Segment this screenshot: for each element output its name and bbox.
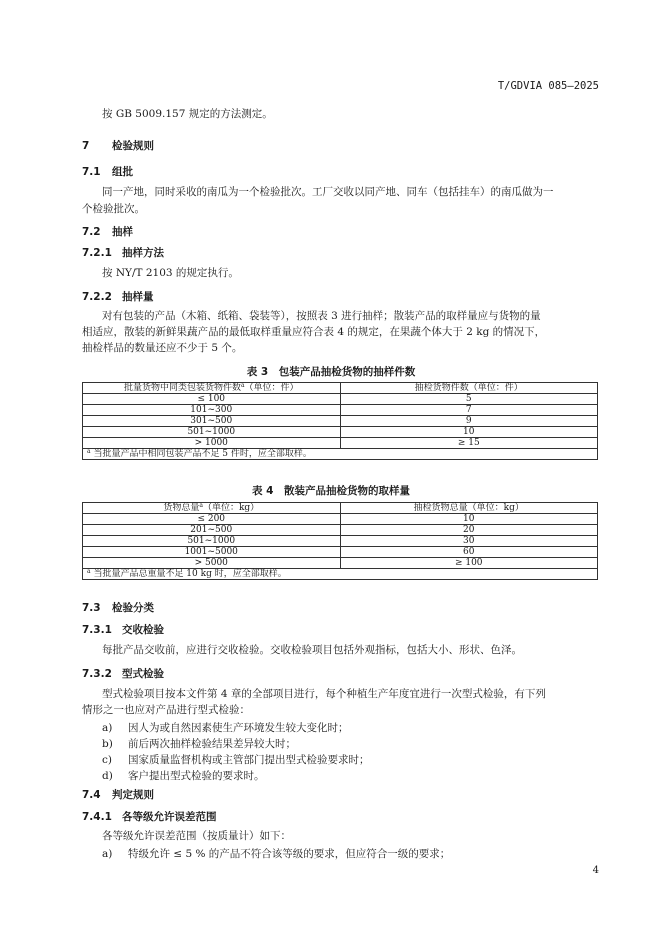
table-cell: 30 (340, 536, 598, 547)
note-text: 当批量产品中相同包装产品不足 5 件时，应全部取样。 (90, 449, 312, 459)
section-number: 7.4 (82, 789, 101, 801)
intro-line: 按 GB 5009.157 规定的方法测定。 (102, 108, 273, 120)
table-row (83, 416, 598, 427)
footnote-mark: a (240, 382, 245, 389)
paragraph-line: 各等级允许误差范围（按质量计）如下： (102, 830, 291, 842)
table-header-cell: 抽检货物件数（单位：件） (340, 383, 598, 394)
list-marker: a) (102, 848, 113, 860)
table-header-cell (83, 383, 341, 394)
section-7-3-heading (82, 600, 154, 615)
table-cell: 1001~5000 (83, 547, 341, 558)
section-title: 型式检验 (122, 668, 164, 680)
standard-id: T/GDVIA 085—2025 (497, 80, 599, 92)
list-item (102, 752, 370, 767)
section-title: 交收检验 (122, 624, 164, 636)
paragraph-line: 相适应，散装的新鲜果蔬产品的最低取样重量应符合表 4 的规定，在果蔬个体大于 2 kg 的情况下， (82, 326, 546, 338)
table-row (83, 525, 598, 536)
section-7-1-heading (82, 164, 133, 179)
section-7-4-1-heading (82, 809, 217, 824)
list-marker: d) (102, 770, 113, 782)
section-number: 7 (82, 140, 90, 152)
paragraph-line: 按 NY/T 2103 的规定执行。 (102, 267, 239, 279)
table-cell: > 5000 (83, 558, 341, 569)
column-unit: （单位：件） (244, 383, 299, 393)
table-cell: ≥ 100 (340, 558, 598, 569)
page-number: 4 (592, 865, 599, 876)
table-header-row (83, 383, 598, 394)
section-number: 7.2.2 (82, 291, 112, 303)
table-cell: 301~500 (83, 416, 341, 427)
table-cell: 101~300 (83, 405, 341, 416)
table-cell: ≤ 200 (83, 514, 341, 525)
list-marker: a) (102, 722, 113, 734)
table-header-row (83, 503, 598, 514)
section-title: 检验分类 (112, 602, 154, 614)
section-number: 7.3.2 (82, 668, 112, 680)
table-note-row (83, 569, 598, 580)
section-number: 7.4.1 (82, 811, 112, 823)
list-item (102, 846, 450, 861)
section-title: 抽样 (112, 226, 133, 238)
table-4 (82, 502, 598, 580)
section-title: 各等级允许误差范围 (122, 811, 217, 823)
footnote-mark: a (87, 448, 91, 455)
table-cell: 501~1000 (83, 427, 341, 438)
section-7-2-2-heading (82, 289, 154, 304)
footnote-mark: a (199, 502, 203, 509)
table-row (83, 536, 598, 547)
list-marker: b) (102, 738, 113, 750)
note-text: 当批量产品总重量不足 10 kg 时，应全部取样。 (90, 569, 287, 579)
table-3 (82, 382, 598, 460)
table-cell: ≤ 100 (83, 394, 341, 405)
section-number: 7.2 (82, 226, 101, 238)
section-title: 检验规则 (112, 140, 154, 152)
table-3-caption: 表 3 包装产品抽检货物的抽样件数 (246, 366, 416, 378)
list-item (102, 768, 265, 783)
section-7-heading (82, 138, 154, 153)
table-row (83, 394, 598, 405)
table-cell: 7 (340, 405, 598, 416)
section-title: 组批 (112, 166, 133, 178)
section-title: 抽样量 (122, 291, 154, 303)
table-cell: 5 (340, 394, 598, 405)
table-row (83, 405, 598, 416)
column-unit: （单位：kg） (202, 503, 260, 513)
table-row (83, 438, 598, 449)
table-cell: 201~500 (83, 525, 341, 536)
footnote-mark: a (87, 568, 91, 575)
list-text: 前后两次抽样检验结果差异较大时； (128, 738, 296, 750)
list-text: 特级允许 ≤ 5 % 的产品不符合该等级的要求，但应符合一级的要求； (128, 848, 451, 860)
paragraph-line: 抽检样品的数量还应不少于 5 个。 (82, 342, 243, 354)
section-7-2-heading (82, 224, 133, 239)
section-number: 7.2.1 (82, 247, 112, 259)
paragraph-line: 情形之一也应对产品进行型式检验： (82, 704, 250, 716)
table-row (83, 558, 598, 569)
column-label: 货物总量 (163, 503, 200, 513)
table-cell: 501~1000 (83, 536, 341, 547)
column-label: 批量货物中同类包装货物件数 (123, 383, 241, 393)
section-7-3-2-heading (82, 666, 164, 681)
section-7-3-1-heading (82, 622, 164, 637)
list-item (102, 720, 349, 735)
list-text: 因人为或自然因素使生产环境发生较大变化时； (128, 722, 349, 734)
table-cell: 9 (340, 416, 598, 427)
paragraph-line: 型式检验项目按本文件第 4 章的全部项目进行，每个种植生产年度宜进行一次型式检验，有下列 (102, 688, 546, 700)
table-note-row (83, 449, 598, 460)
table-header-cell (83, 503, 341, 514)
table-cell: ≥ 15 (340, 438, 598, 449)
table-4-caption: 表 4 散装产品抽检货物的取样量 (252, 485, 410, 497)
section-number: 7.3.1 (82, 624, 112, 636)
section-title: 抽样方法 (122, 247, 164, 259)
table-row (83, 547, 598, 558)
list-text: 国家质量监督机构或主管部门提出型式检验要求时； (128, 754, 370, 766)
table-cell: 60 (340, 547, 598, 558)
table-cell: 20 (340, 525, 598, 536)
table-cell: 10 (340, 427, 598, 438)
table-cell: > 1000 (83, 438, 341, 449)
table-note (83, 569, 598, 580)
list-item (102, 736, 296, 751)
section-7-2-1-heading (82, 245, 164, 260)
section-number: 7.1 (82, 166, 101, 178)
paragraph-line: 同一产地，同时采收的南瓜为一个检验批次。工厂交收以同产地、同车（包括挂车）的南瓜做为一 (102, 186, 554, 198)
paragraph-line: 个检验批次。 (82, 203, 145, 215)
table-row (83, 514, 598, 525)
section-number: 7.3 (82, 602, 101, 614)
table-note (83, 449, 598, 460)
list-text: 客户提出型式检验的要求时。 (128, 770, 265, 782)
section-7-4-heading (82, 787, 154, 802)
section-title: 判定规则 (112, 789, 154, 801)
table-row (83, 427, 598, 438)
paragraph-line: 对有包装的产品（木箱、纸箱、袋装等），按照表 3 进行抽样；散装产品的取样量应与货物的量 (102, 310, 541, 322)
table-header-cell: 抽检货物总量（单位：kg） (340, 503, 598, 514)
table-cell: 10 (340, 514, 598, 525)
list-marker: c) (102, 754, 112, 766)
paragraph-line: 每批产品交收前，应进行交收检验。交收检验项目包括外观指标，包括大小、形状、色泽。 (102, 644, 522, 656)
